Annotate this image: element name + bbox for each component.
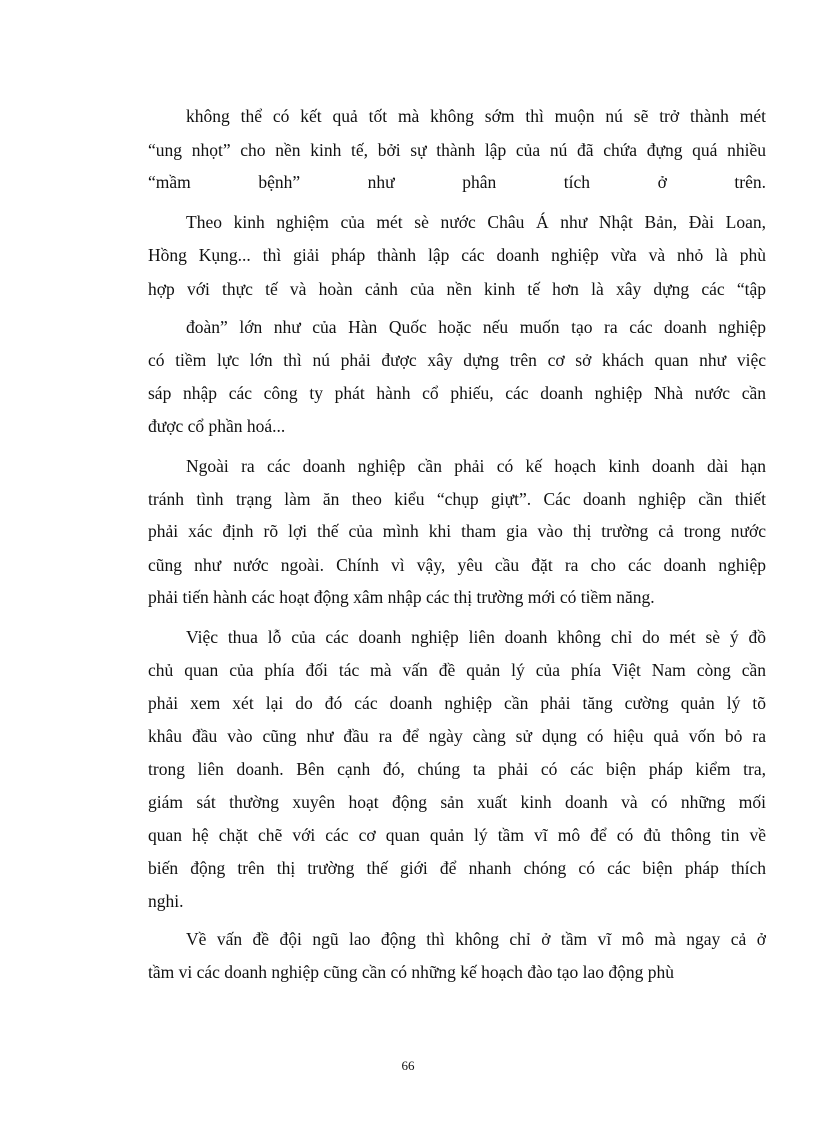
text-line: không thể có kết quả tốt mà không sớm thì muộn nú sẽ trở thành mét (186, 106, 766, 126)
text-line: phải tiến hành các hoạt động xâm nhập các thị trường mới có tiềm năng. (148, 587, 655, 607)
text-line: phải xem xét lại do đó các doanh nghiệp cần phải tăng cường quản lý tõ (148, 693, 766, 713)
text-line: Theo kinh nghiệm của mét sè nước Châu Á như Nhật Bản, Đài Loan, (186, 212, 766, 232)
text-line: chủ quan của phía đối tác mà vấn đề quản lý của phía Việt Nam còng cần (148, 660, 766, 680)
text-line: “ung nhọt” cho nền kinh tế, bởi sự thành lập của nú đã chứa đựng quá nhiều (148, 140, 766, 160)
text-line: Về vấn đề đội ngũ lao động thì không chỉ ở tầm vĩ mô mà ngay cả ở (186, 929, 766, 949)
text-line: biến động trên thị trường thế giới để nhanh chóng có các biện pháp thích (148, 858, 766, 878)
text-line: tầm vi các doanh nghiệp cũng cần có những kế hoạch đào tạo lao động phù (148, 962, 675, 982)
text-line: trong liên doanh. Bên cạnh đó, chúng ta phải có các biện pháp kiểm tra, (148, 759, 766, 779)
text-line: tránh tình trạng làm ăn theo kiểu “chụp giựt”. Các doanh nghiệp cần thiết (148, 489, 766, 509)
text-line: được cổ phần hoá... (148, 416, 286, 436)
text-line: quan hệ chặt chẽ với các cơ quan quản lý tầm vĩ mô để có đủ thông tin về (148, 825, 766, 845)
page-number: 66 (401, 1058, 415, 1073)
text-line: phải xác định rõ lợi thế của mình khi tham gia vào thị trường cả trong nước (148, 521, 766, 541)
text-line: hợp với thực tế và hoàn cảnh của nền kinh tế hơn là xây dựng các “tập (148, 279, 766, 299)
text-line: sáp nhập các công ty phát hành cổ phiếu, các doanh nghiệp Nhà nước cần (148, 383, 766, 403)
text-line: có tiềm lực lớn thì nú phải được xây dựng trên cơ sở khách quan như việc (148, 350, 766, 370)
text-line: cũng như nước ngoài. Chính vì vậy, yêu cầu đặt ra cho các doanh nghiệp (148, 555, 766, 575)
text-line: Ngoài ra các doanh nghiệp cần phải có kế hoạch kinh doanh dài hạn (186, 456, 766, 476)
text-line: Việc thua lỗ của các doanh nghiệp liên doanh không chỉ do mét sè ý đồ (186, 627, 766, 647)
text-line: nghi. (148, 891, 184, 911)
text-line: Hồng Kụng... thì giải pháp thành lập các doanh nghiệp vừa và nhỏ là phù (148, 245, 766, 265)
text-line: đoàn” lớn như của Hàn Quốc hoặc nếu muốn tạo ra các doanh nghiệp (186, 317, 766, 337)
text-line: khâu đầu vào cũng như đầu ra để ngày càng sử dụng có hiệu quả vốn bỏ ra (148, 726, 766, 746)
text-line: giám sát thường xuyên hoạt động sản xuất kinh doanh và có những mối (148, 792, 766, 812)
text-line: “mầm bệnh” như phân tích ở trên. (148, 172, 766, 192)
